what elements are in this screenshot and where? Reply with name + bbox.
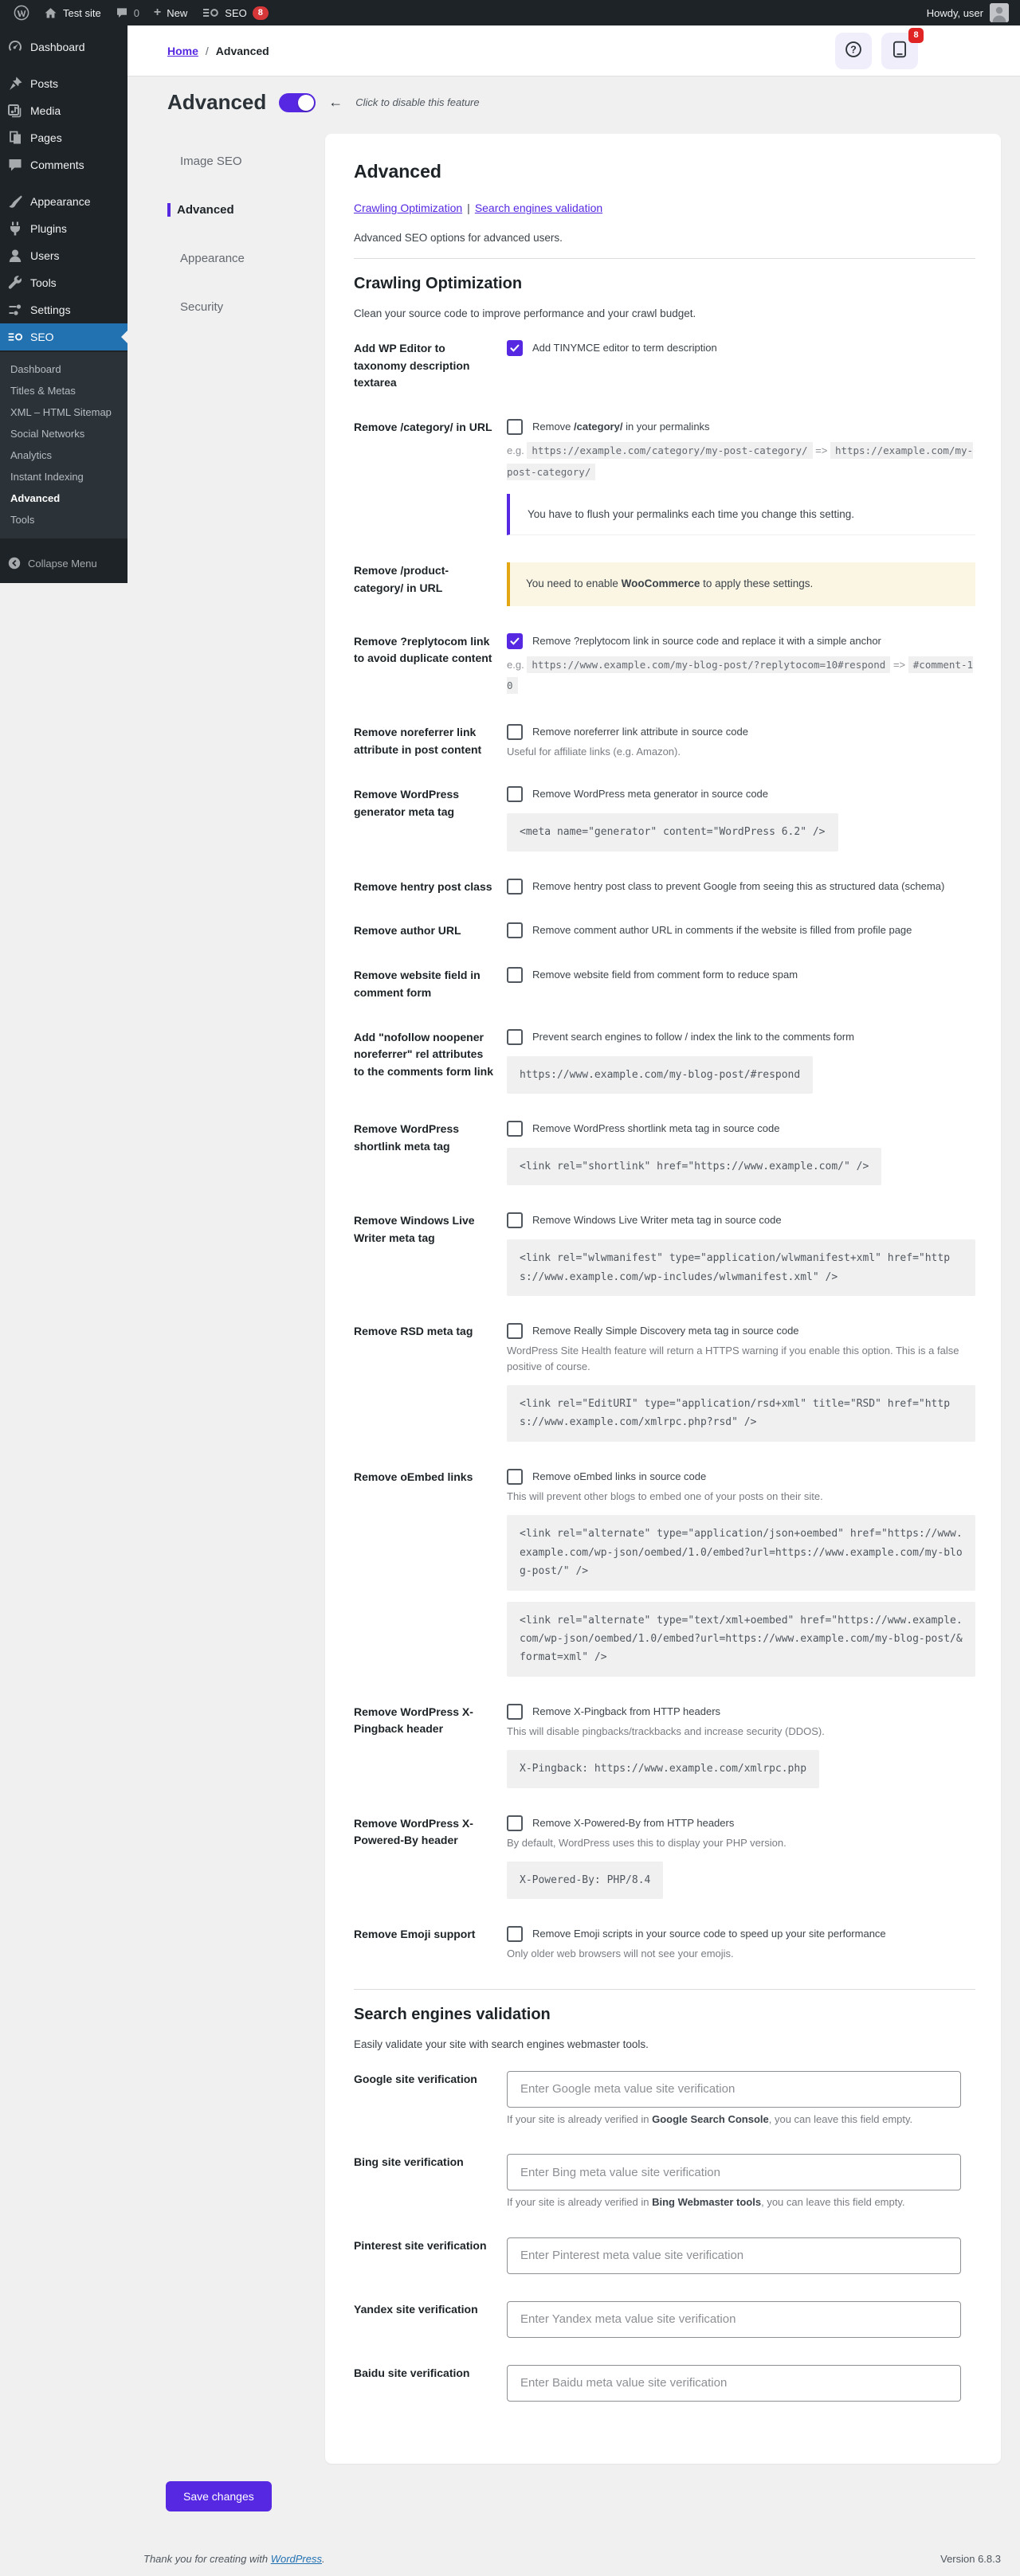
- setting-control: [507, 1815, 975, 1900]
- setting-row-remove-replytocom-link-to-avoid-duplicate-content: [354, 633, 975, 697]
- setting-row-remove-website-field-in-comment-form: [354, 967, 975, 1001]
- wordpress-link[interactable]: WordPress: [270, 2552, 322, 2565]
- checkbox-label: Remove hentry post class to prevent Google from seeing this as structured data (schema): [532, 879, 945, 892]
- setting-control: [507, 922, 975, 940]
- checkbox-label: Remove X-Powered-By from HTTP headers: [532, 1816, 735, 1829]
- setting-row-remove-wordpress-x-pingback-header: [354, 1704, 975, 1788]
- bing-site-verification-input[interactable]: [507, 2154, 961, 2190]
- checkbox-remove-author-url[interactable]: [507, 922, 523, 938]
- wordpress-logo-menu[interactable]: [6, 0, 37, 25]
- section-desc: Clean your source code to improve performance and your crawl budget.: [354, 307, 696, 319]
- checkbox-label: Remove Really Simple Discovery meta tag in source code: [532, 1325, 799, 1337]
- breadcrumb: [167, 45, 269, 57]
- seo-label: SEO: [225, 6, 247, 19]
- collapse-menu-button[interactable]: [0, 550, 128, 577]
- comment-bubble-icon: [116, 6, 128, 19]
- sidebar-item-label: Plugins: [30, 222, 67, 235]
- setting-control: [507, 562, 975, 605]
- setting-control: [507, 633, 975, 697]
- section-nav-links: [354, 202, 975, 214]
- sidebar-item-posts[interactable]: [0, 70, 128, 97]
- setting-label: Remove WordPress shortlink meta tag: [354, 1122, 460, 1153]
- setting-description: Only older web browsers will not see your emojis.: [507, 1948, 734, 1960]
- left-arrow-icon: ←: [328, 94, 343, 110]
- setting-label: Baidu site verification: [354, 2366, 470, 2379]
- admin-menu-items: [0, 33, 128, 350]
- setting-row-remove-oembed-links: [354, 1469, 975, 1677]
- page-title: Advanced: [167, 90, 267, 114]
- setting-description: Useful for affiliate links (e.g. Amazon).: [507, 745, 681, 758]
- inline-code: https://example.com/my-post-category/: [507, 442, 973, 480]
- setting-label: Remove hentry post class: [354, 879, 492, 893]
- setting-row-add-nofollow-noopener-noreferrer-rel-attributes-to-the-comments-form-link: [354, 1029, 975, 1094]
- setting-row-remove-hentry-post-class: [354, 879, 975, 896]
- checkbox-label: Remove WordPress shortlink meta tag in source code: [532, 1122, 780, 1134]
- inline-code: https://example.com/category/my-post-category/: [527, 442, 812, 459]
- checkbox-remove-category-in-url[interactable]: [507, 419, 523, 435]
- seo-notification-badge: 8: [253, 6, 269, 20]
- anchor-link-search-engines-validation[interactable]: Search engines validation: [474, 202, 603, 214]
- checkbox-remove-wordpress-generator-meta-tag[interactable]: [507, 786, 523, 802]
- user-avatar[interactable]: [990, 3, 1009, 22]
- sidebar-item-label: Comments: [30, 159, 84, 171]
- sidebar-item-media[interactable]: [0, 97, 128, 124]
- main-area: [128, 25, 1020, 2576]
- example-line: [507, 655, 975, 697]
- feature-header: [128, 76, 1020, 126]
- baidu-site-verification-input[interactable]: [507, 2365, 961, 2402]
- pinterest-site-verification-input[interactable]: [507, 2237, 961, 2274]
- tab-advanced[interactable]: Advanced: [167, 203, 325, 217]
- setting-row-baidu-site-verification: [354, 2365, 975, 2402]
- sidebar-item-label: Media: [30, 104, 61, 117]
- admin-sidebar: [0, 25, 128, 583]
- setting-control: [507, 1469, 975, 1677]
- code-sample: <link rel="shortlink" href="https://www.example.com/" />: [507, 1148, 881, 1185]
- comments-count: 0: [133, 6, 139, 19]
- setting-label: Remove noreferrer link attribute in post content: [354, 725, 482, 756]
- checkbox-remove-noreferrer-link-attribute-in-post-content[interactable]: [507, 724, 523, 740]
- appearance-icon: [7, 194, 23, 209]
- anchor-link-crawling-optimization[interactable]: Crawling Optimization: [354, 202, 463, 214]
- media-icon: [7, 103, 23, 119]
- sidebar-item-seo[interactable]: [0, 323, 128, 350]
- setting-label: Remove /product-category/ in URL: [354, 564, 449, 595]
- setting-control: [507, 879, 975, 896]
- sidebar-item-label: Settings: [30, 303, 71, 316]
- setting-control: [507, 2237, 975, 2274]
- users-icon: [7, 248, 23, 264]
- setting-control: [507, 1121, 975, 1185]
- home-icon: [44, 6, 57, 20]
- checkbox-label: Remove comment author URL in comments if the website is filled from profile page: [532, 924, 912, 937]
- setting-label: Remove website field in comment form: [354, 969, 481, 999]
- card-sections: [354, 258, 975, 2402]
- setting-label: Yandex site verification: [354, 2302, 478, 2316]
- seo-submenu-item-analytics[interactable]: Analytics: [10, 449, 53, 461]
- setting-control: [507, 967, 975, 1001]
- feature-toggle[interactable]: [279, 93, 316, 112]
- setting-control: [507, 724, 975, 760]
- sidebar-item-comments[interactable]: [0, 151, 128, 178]
- sidebar-item-label: Tools: [30, 276, 57, 289]
- breadcrumb-home-link[interactable]: Home: [167, 44, 198, 57]
- setting-row-yandex-site-verification: [354, 2301, 975, 2338]
- setting-control: [507, 2071, 975, 2128]
- section-divider: [354, 258, 975, 259]
- sidebar-item-plugins[interactable]: [0, 215, 128, 242]
- sidebar-item-pages[interactable]: [0, 124, 128, 151]
- checkbox-remove-oembed-links[interactable]: [507, 1469, 523, 1485]
- sidebar-item-appearance[interactable]: [0, 188, 128, 215]
- setting-row-add-wp-editor-to-taxonomy-description-textarea: [354, 340, 975, 392]
- tools-icon: [7, 275, 23, 291]
- new-content-menu[interactable]: [147, 0, 194, 25]
- breadcrumb-current: Advanced: [215, 44, 269, 57]
- setting-control: [507, 1212, 975, 1296]
- setting-label: Remove WordPress X-Pingback header: [354, 1705, 473, 1736]
- sidebar-item-label: SEO: [30, 331, 54, 343]
- checkbox-label: Add TINYMCE editor to term description: [532, 342, 717, 354]
- posts-icon: [7, 76, 23, 92]
- sidebar-item-label: Posts: [30, 77, 59, 90]
- setting-row-remove-category-in-url: [354, 419, 975, 535]
- sidebar-item-label: Appearance: [30, 195, 91, 208]
- setting-label: Pinterest site verification: [354, 2238, 487, 2252]
- setting-label: Remove author URL: [354, 924, 461, 938]
- inline-code: https://www.example.com/my-blog-post/?replytocom=10#respond: [527, 656, 890, 673]
- seo-submenu-item-titles-metas[interactable]: Titles & Metas: [10, 385, 76, 397]
- settings-icon: [7, 302, 23, 318]
- checkbox-remove-wordpress-x-powered-by-header[interactable]: [507, 1815, 523, 1831]
- admin-bar: [0, 0, 1020, 25]
- setting-description: This will prevent other blogs to embed one of your posts on their site.: [507, 1490, 823, 1502]
- footer-thanks-prefix: Thank you for creating with: [143, 2552, 271, 2565]
- help-button[interactable]: [835, 33, 872, 69]
- setting-description: By default, WordPress uses this to display your PHP version.: [507, 1836, 787, 1849]
- content-area: [128, 126, 1020, 2464]
- checkbox-label: Remove X-Pingback from HTTP headers: [532, 1705, 721, 1717]
- setting-row-remove-wordpress-shortlink-meta-tag: [354, 1121, 975, 1185]
- seo-submenu-item-advanced[interactable]: Advanced: [10, 492, 61, 504]
- setting-row-remove-noreferrer-link-attribute-in-post-content: [354, 724, 975, 760]
- setting-control: [507, 340, 975, 392]
- checkbox-remove-wordpress-x-pingback-header[interactable]: [507, 1704, 523, 1720]
- setting-label: Remove oEmbed links: [354, 1470, 473, 1483]
- checkbox-label: Remove noreferrer link attribute in source code: [532, 725, 748, 738]
- link-separator: |: [467, 202, 470, 214]
- example-text: =>: [815, 444, 828, 457]
- top-band: [128, 25, 1020, 76]
- tab-image-seo[interactable]: Image SEO: [180, 155, 242, 168]
- setting-description: If your site is already verified in Bing Webmaster tools, you can leave this field empty.: [507, 2196, 905, 2209]
- notifications-count-badge: 8: [908, 28, 924, 43]
- setting-label: Bing site verification: [354, 2155, 464, 2169]
- card-intro: Advanced SEO options for advanced users.: [354, 232, 563, 244]
- google-site-verification-input[interactable]: [507, 2071, 961, 2108]
- code-sample: <meta name="generator" content="WordPress 6.2" />: [507, 813, 838, 851]
- checkbox-label: Remove WordPress meta generator in source code: [532, 788, 769, 801]
- setting-row-google-site-verification: [354, 2071, 975, 2128]
- plus-icon: +: [153, 6, 162, 19]
- code-sample: https://www.example.com/my-blog-post/#respond: [507, 1056, 813, 1094]
- section-divider: [354, 1989, 975, 1990]
- setting-control: [507, 419, 975, 535]
- setting-label: Remove WordPress generator meta tag: [354, 788, 460, 819]
- setting-control: [507, 1029, 975, 1094]
- setting-row-remove-windows-live-writer-meta-tag: [354, 1212, 975, 1296]
- howdy-label[interactable]: Howdy, user: [926, 6, 983, 19]
- setting-row-remove-wordpress-x-powered-by-header: [354, 1815, 975, 1900]
- seo-adminbar-menu[interactable]: [194, 0, 276, 25]
- toggle-knob: [298, 95, 314, 111]
- footer: [128, 2553, 1020, 2576]
- code-sample: <link rel="alternate" type="application/json+oembed" href="https://www.example.com/wp-json/oembed/1.0/embed?url=https://www.example.com/my-blog-post/" />: [507, 1515, 975, 1590]
- info-note: You have to flush your permalinks each time you change this setting.: [507, 494, 975, 535]
- sidebar-item-tools[interactable]: [0, 269, 128, 296]
- footer-thanks: [143, 2553, 325, 2565]
- setting-label: Remove /category/ in URL: [354, 421, 492, 434]
- sidebar-item-users[interactable]: [0, 242, 128, 269]
- footer-thanks-suffix: .: [322, 2552, 325, 2565]
- setting-control: [507, 2301, 975, 2338]
- setting-control: [507, 2154, 975, 2210]
- seopress-logo-icon: [202, 6, 219, 20]
- checkbox-remove-rsd-meta-tag[interactable]: [507, 1323, 523, 1339]
- inline-code: #comment-10: [507, 656, 973, 695]
- setting-row-remove-author-url: [354, 922, 975, 940]
- setting-row-remove-wordpress-generator-meta-tag: [354, 786, 975, 851]
- checkbox-remove-windows-live-writer-meta-tag[interactable]: [507, 1212, 523, 1228]
- setting-row-pinterest-site-verification: [354, 2237, 975, 2274]
- wordpress-logo-icon: [14, 5, 29, 21]
- setting-description: If your site is already verified in Google Search Console, you can leave this field empty.: [507, 2112, 913, 2125]
- setting-label: Remove ?replytocom link to avoid duplicate content: [354, 634, 492, 665]
- setting-label: Add WP Editor to taxonomy description textarea: [354, 342, 470, 390]
- setting-row-remove-rsd-meta-tag: [354, 1323, 975, 1442]
- setting-control: [507, 1323, 975, 1442]
- setting-control: [507, 786, 975, 851]
- checkbox-remove-replytocom-link-to-avoid-duplicate-content[interactable]: [507, 633, 523, 649]
- code-sample: <link rel="alternate" type="text/xml+oembed" href="https://www.example.com/wp-json/oembed/1.0/embed?url=https://www.example.com/my-blog-post/&format=xml" />: [507, 1602, 975, 1677]
- yandex-site-verification-input[interactable]: [507, 2301, 961, 2338]
- setting-label: Remove Windows Live Writer meta tag: [354, 1214, 475, 1244]
- setting-label: Remove Emoji support: [354, 1928, 476, 1941]
- checkbox-label: Remove ?replytocom link in source code and replace it with a simple anchor: [532, 634, 881, 647]
- card-title: Advanced: [354, 161, 441, 182]
- setting-description: WordPress Site Health feature will return a HTTPS warning if you enable this option. This is a false positive of course.: [507, 1345, 959, 1372]
- section-title-crawling-optimization: Crawling Optimization: [354, 275, 523, 292]
- code-sample: <link rel="EditURI" type="application/rsd+xml" title="RSD" href="https://www.example.com/xmlrpc.php?rsd" />: [507, 1385, 975, 1442]
- plugins-icon: [7, 221, 23, 237]
- comments-menu[interactable]: [108, 0, 147, 25]
- setting-control: [507, 1926, 975, 1962]
- example-text: e.g.: [507, 444, 524, 457]
- checkbox-label: Remove Emoji scripts in your source code to speed up your site performance: [532, 1928, 886, 1940]
- seo-submenu-item-social-networks[interactable]: Social Networks: [10, 428, 85, 440]
- seo-submenu-item-xml-html-sitemap[interactable]: XML – HTML Sitemap: [10, 406, 112, 418]
- dashboard-icon: [7, 39, 23, 55]
- tab-security[interactable]: Security: [180, 300, 224, 314]
- seo-icon: [7, 329, 23, 345]
- settings-side-tabs: [166, 134, 325, 349]
- seo-submenu: [0, 352, 128, 538]
- question-mark-icon: [844, 40, 863, 61]
- notifications-button[interactable]: [881, 30, 919, 69]
- setting-label: Remove WordPress X-Powered-By header: [354, 1816, 473, 1847]
- collapse-arrow-icon: [7, 556, 22, 570]
- checkbox-label: Remove oEmbed links in source code: [532, 1470, 707, 1482]
- checkbox-remove-emoji-support[interactable]: [507, 1926, 523, 1942]
- settings-card: [325, 134, 1001, 2464]
- site-name-label: Test site: [63, 6, 101, 19]
- setting-description: This will disable pingbacks/trackbacks and increase security (DDOS).: [507, 1725, 825, 1737]
- code-sample: <link rel="wlwmanifest" type="application/wlwmanifest+xml" href="https://www.example.com/wp-includes/wlwmanifest.xml" />: [507, 1239, 975, 1296]
- checkbox-label: Remove website field from comment form to reduce spam: [532, 969, 798, 981]
- tab-appearance[interactable]: Appearance: [180, 252, 245, 265]
- setting-label: Remove RSD meta tag: [354, 1325, 473, 1338]
- warning-notice: You need to enable WooCommerce to apply these settings.: [507, 562, 975, 605]
- checkbox-label: Remove /category/ in your permalinks: [532, 421, 710, 433]
- example-text: e.g.: [507, 658, 524, 671]
- setting-control: [507, 1704, 975, 1788]
- setting-label: Add "nofollow noopener noreferrer" rel attributes to the comments form link: [354, 1030, 494, 1078]
- sidebar-item-dashboard[interactable]: [0, 33, 128, 61]
- breadcrumb-separator: /: [205, 44, 209, 57]
- setting-control: [507, 2365, 975, 2402]
- setting-label: Google site verification: [354, 2072, 477, 2085]
- notification-tray-icon: [891, 40, 908, 61]
- code-sample: X-Pingback: https://www.example.com/xmlrpc.php: [507, 1750, 819, 1787]
- new-label: New: [167, 6, 188, 19]
- sidebar-item-label: Pages: [30, 131, 62, 144]
- svg-text:?: ?: [850, 44, 857, 56]
- checkbox-remove-hentry-post-class[interactable]: [507, 879, 523, 895]
- comments-icon: [7, 157, 23, 173]
- seo-submenu-item-instant-indexing[interactable]: Instant Indexing: [10, 471, 84, 483]
- toggle-hint: Click to disable this feature: [355, 96, 480, 108]
- pages-icon: [7, 130, 23, 146]
- save-changes-button[interactable]: Save changes: [166, 2481, 272, 2511]
- checkbox-remove-wordpress-shortlink-meta-tag[interactable]: [507, 1121, 523, 1137]
- sidebar-item-label: Users: [30, 249, 60, 262]
- seo-submenu-item-tools[interactable]: Tools: [10, 514, 35, 526]
- seo-submenu-item-dashboard[interactable]: Dashboard: [10, 363, 61, 375]
- checkbox-label: Prevent search engines to follow / index the link to the comments form: [532, 1030, 854, 1043]
- sidebar-item-label: Dashboard: [30, 41, 85, 53]
- example-text: =>: [892, 658, 906, 671]
- code-sample: X-Powered-By: PHP/8.4: [507, 1862, 663, 1899]
- setting-row-remove-product-category-in-url: [354, 562, 975, 605]
- checkbox-add-nofollow-noopener-noreferrer-rel-attributes-to-the-comments-form-link[interactable]: [507, 1029, 523, 1045]
- site-name-menu[interactable]: [37, 0, 108, 25]
- section-desc: Easily validate your site with search engines webmaster tools.: [354, 2038, 649, 2050]
- setting-row-bing-site-verification: [354, 2154, 975, 2210]
- example-line: [507, 440, 975, 483]
- section-title-search-engines-validation: Search engines validation: [354, 2005, 551, 2023]
- checkbox-label: Remove Windows Live Writer meta tag in source code: [532, 1214, 782, 1227]
- sidebar-item-settings[interactable]: [0, 296, 128, 323]
- checkbox-remove-website-field-in-comment-form[interactable]: [507, 967, 523, 983]
- setting-row-remove-emoji-support: [354, 1926, 975, 1962]
- collapse-menu-label: Collapse Menu: [28, 557, 97, 570]
- checkbox-add-wp-editor-to-taxonomy-description-textarea[interactable]: [507, 340, 523, 356]
- footer-version: Version 6.8.3: [940, 2552, 1001, 2565]
